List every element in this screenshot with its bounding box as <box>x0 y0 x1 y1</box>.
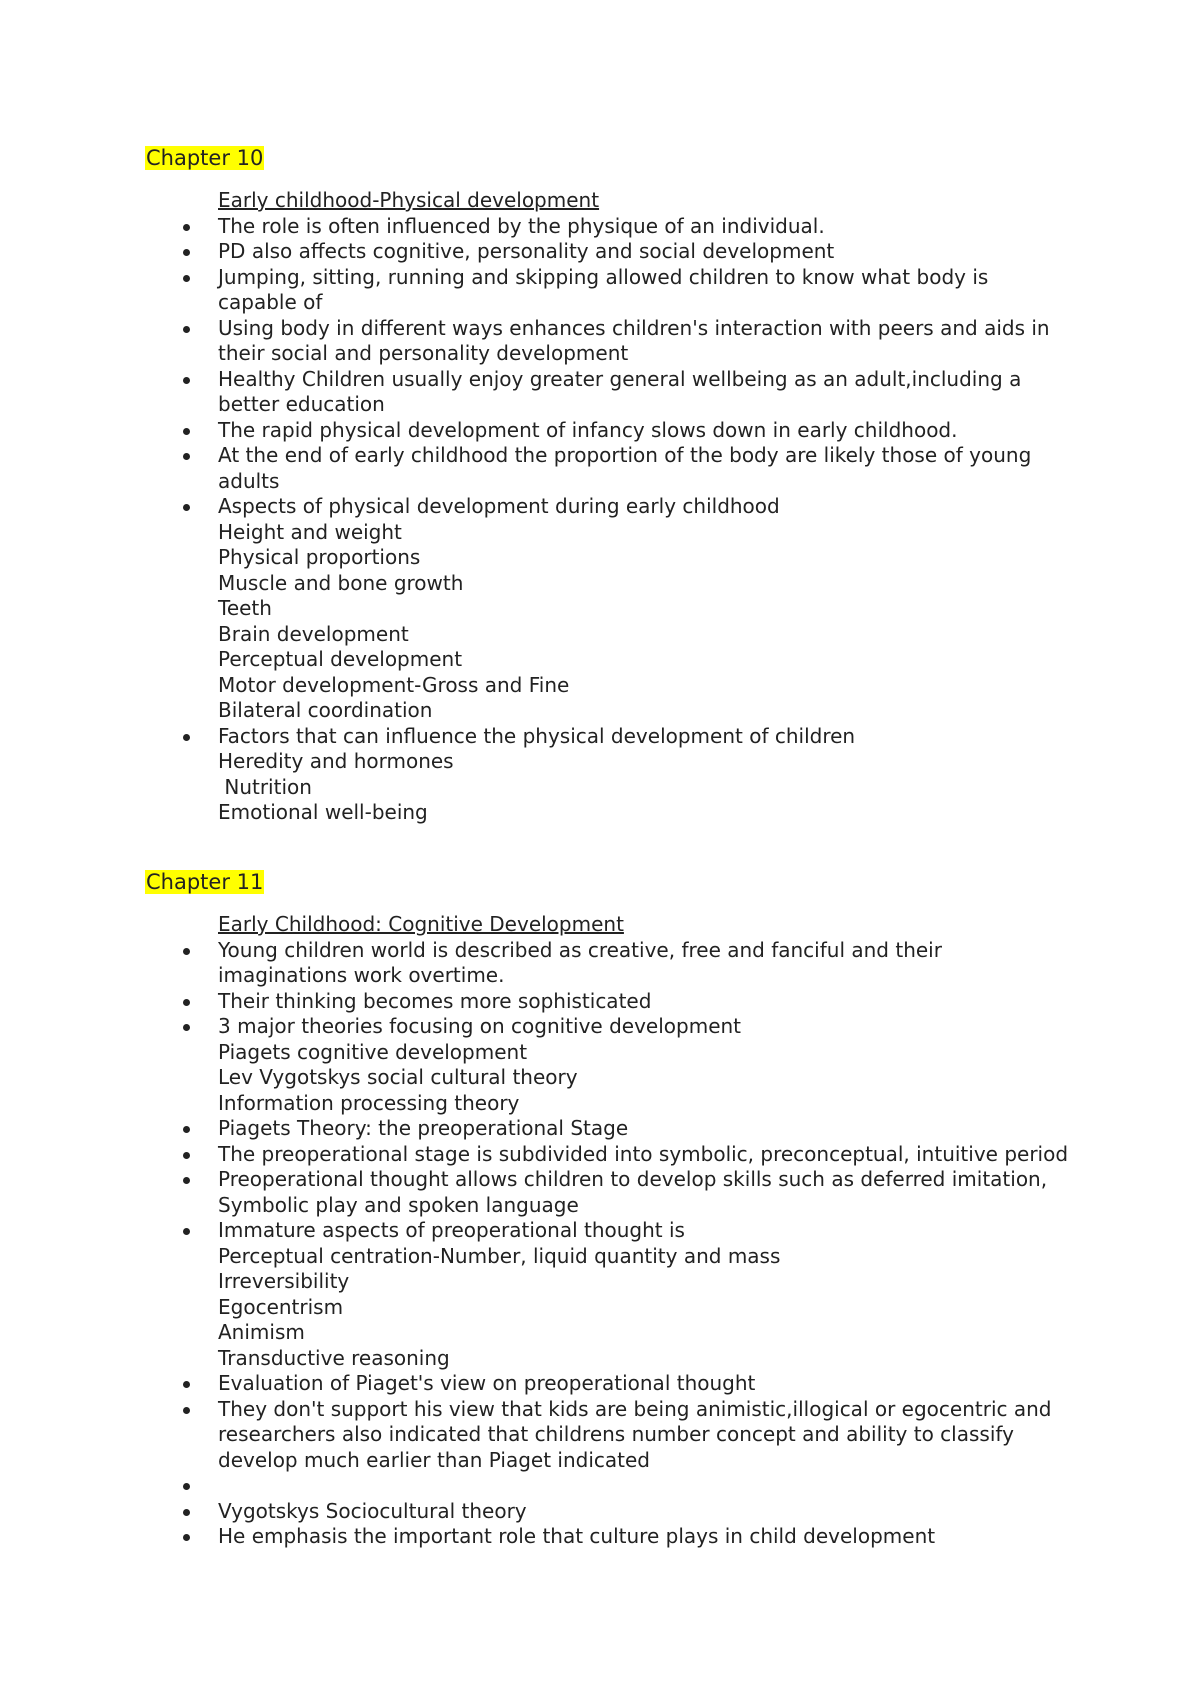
sub-item: Height and weight <box>218 519 402 544</box>
bullet-item: Their thinking becomes more sophisticated <box>0 989 1200 1015</box>
chapter-10-section <box>0 188 1200 826</box>
bullet-item: Preoperational thought allows children to develop skills such as deferred imitation, Symbolic play and spoken language <box>0 1167 1200 1218</box>
bullet-item: Young children world is described as creative, free and fanciful and their imaginations work overtime. <box>0 938 1200 989</box>
bullet-item: Jumping, sitting, running and skipping allowed children to know what body is capable of <box>0 265 1200 316</box>
chapter-11-list <box>0 938 1200 1550</box>
sub-item: Emotional well-being <box>218 800 428 824</box>
sub-item: Motor development-Gross and Fine <box>218 672 570 697</box>
bullet-item: 3 major theories focusing on cognitive development <box>0 1014 1200 1040</box>
chapter-11-title: Chapter 11 <box>146 870 264 894</box>
bullet-item: PD also affects cognitive, personality and social development <box>0 239 1200 265</box>
sub-item: Egocentrism <box>218 1294 344 1319</box>
bullet-item: The role is often influenced by the physique of an individual. <box>0 214 1200 240</box>
chapter-10-title: Chapter 10 <box>146 146 264 170</box>
sub-item: Perceptual development <box>218 647 463 671</box>
chapter-11-section <box>0 912 1200 1550</box>
sub-item: Physical proportions <box>218 545 421 569</box>
bullet-item: Evaluation of Piaget's view on preoperational thought <box>0 1371 1200 1397</box>
sub-item: Information processing theory <box>218 1090 520 1115</box>
sub-item: Muscle and bone growth <box>218 570 464 595</box>
bullet-item: At the end of early childhood the proportion of the body are likely those of young adults <box>0 443 1200 494</box>
sub-item: Piagets cognitive development <box>218 1039 528 1064</box>
bullet-item: Aspects of physical development during early childhood <box>0 494 1200 520</box>
sub-item: Irreversibility <box>218 1269 350 1293</box>
bullet-item: Healthy Children usually enjoy greater general wellbeing as an adult,including a better education <box>0 367 1200 418</box>
chapter-11-heading <box>145 868 264 896</box>
sub-item: Transductive reasoning <box>218 1345 450 1370</box>
chapter-10-heading <box>145 144 264 172</box>
sub-item: Heredity and hormones <box>218 749 454 773</box>
sub-item: Perceptual centration-Number, liquid quantity and mass <box>218 1243 781 1268</box>
sub-item: Nutrition <box>218 774 312 799</box>
sub-item: Animism <box>218 1320 305 1344</box>
sub-item: Teeth <box>218 596 272 620</box>
sub-item: Brain development <box>218 621 409 646</box>
bullet-item: He emphasis the important role that culture plays in child development <box>0 1524 1200 1550</box>
sub-item: Lev Vygotskys social cultural theory <box>218 1065 578 1089</box>
chapter-11-subtitle: Early Childhood: Cognitive Development <box>218 912 624 936</box>
bullet-item: Vygotskys Sociocultural theory <box>0 1499 1200 1525</box>
bullet-item: Piagets Theory: the preoperational Stage <box>0 1116 1200 1142</box>
chapter-10-list <box>0 214 1200 826</box>
bullet-item: Using body in different ways enhances children's interaction with peers and aids in their social and personality development <box>0 316 1200 367</box>
bullet-item <box>0 1473 1200 1499</box>
bullet-item: The rapid physical development of infancy slows down in early childhood. <box>0 418 1200 444</box>
bullet-item: The preoperational stage is subdivided into symbolic, preconceptual, intuitive period <box>0 1142 1200 1168</box>
chapter-10-subtitle: Early childhood-Physical development <box>218 188 600 212</box>
sub-item: Bilateral coordination <box>218 698 433 722</box>
bullet-item: Immature aspects of preoperational thought is <box>0 1218 1200 1244</box>
bullet-item: They don't support his view that kids are being animistic,illogical or egocentric and researchers also indicated that childrens number concept and ability to classify develop much earlier than Piaget indicated <box>0 1397 1200 1474</box>
bullet-item: Factors that can influence the physical development of children <box>0 724 1200 750</box>
